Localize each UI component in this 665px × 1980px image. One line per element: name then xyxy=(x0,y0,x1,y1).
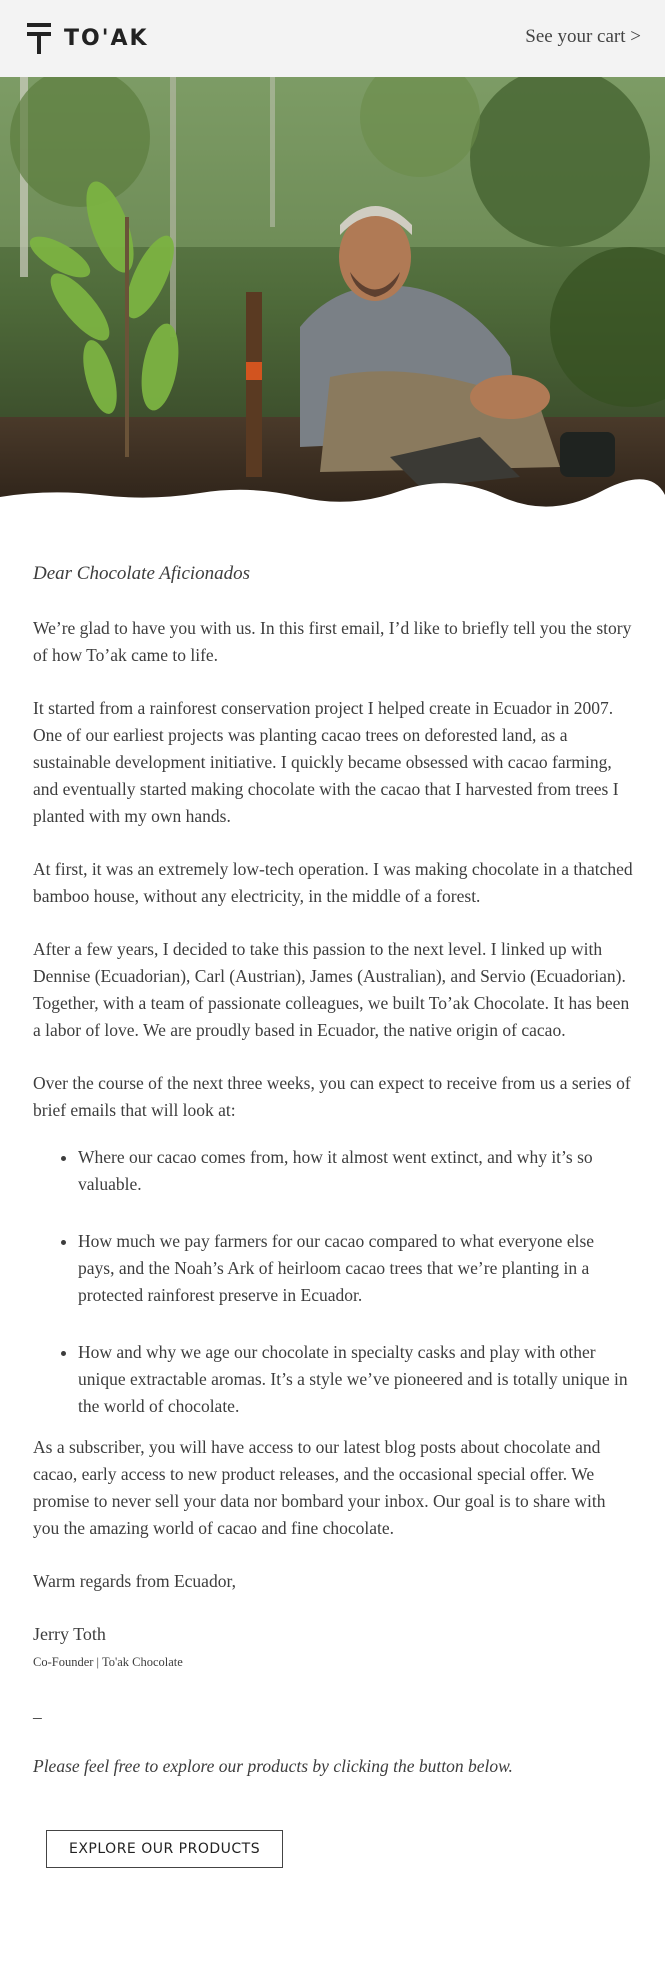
hero-photo xyxy=(0,77,665,520)
paragraph-next-emails: Over the course of the next three weeks, you can expect to receive from us a series of brief emails that will look at: xyxy=(33,1073,631,1120)
list-item: • How much we pay farmers for our cacao compared to what everyone else pays, and the Noah’s Ark of heirloom cacao trees that we’re planting in a protected rainforest preserve in Ecuador. xyxy=(78,1228,633,1309)
explore-note: Please feel free to explore our products by clicking the button below. xyxy=(33,1756,513,1776)
signature-title: Co-Founder | To'ak Chocolate xyxy=(33,1655,183,1669)
see-cart-link[interactable]: See your cart > xyxy=(525,26,641,47)
topics-list xyxy=(33,1144,633,1420)
list-item: • Where our cacao comes from, how it almost went extinct, and why it’s so valuable. xyxy=(78,1144,633,1198)
email-header xyxy=(0,0,665,77)
paragraph-first-steps: At first, it was an extremely low-tech operation. I was making chocolate in a thatched bamboo house, without any electricity, in the middle of a forest. xyxy=(33,859,633,906)
greeting: Dear Chocolate Aficionados xyxy=(33,563,251,584)
hero-image xyxy=(0,77,665,520)
toak-logo-icon xyxy=(26,21,52,55)
paragraph-subscriber: As a subscriber, you will have access to our latest blog posts about chocolate and cacao, early access to new product releases, and the occasional special offer. We promise to never sell your data nor bombard your inbox. Our goal is to share with you the amazing world of cacao and fine chocolate. xyxy=(33,1437,606,1538)
toak-logo[interactable] xyxy=(26,18,149,58)
list-item: • How and why we age our chocolate in specialty casks and play with other unique extractable aromas. It’s a style we’ve pioneered and is totally unique in the world of chocolate. xyxy=(78,1339,633,1420)
paragraph-intro: We’re glad to have you with us. In this first email, I’d like to briefly tell you the story of how To’ak came to life. xyxy=(33,618,632,665)
closing: Warm regards from Ecuador, xyxy=(33,1571,236,1591)
separator: – xyxy=(33,1707,42,1727)
paragraph-origin: It started from a rainforest conservation project I helped create in Ecuador in 2007. One of our earliest projects was planting cacao trees on deforested land, as a sustainable development initiative. I quickly became obsessed with cacao farming, and eventually started making chocolate with the cacao that I harvested from trees I planted with my own hands. xyxy=(33,698,619,826)
paragraph-team: After a few years, I decided to take this passion to the next level. I linked up with Dennise (Ecuadorian), Carl (Austrian), James (Australian), and Servio (Ecuadorian). Together, with a team of passionate colleagues, we built To’ak Chocolate. It has been a labor of love. We are proudly based in Ecuador, the native origin of cacao. xyxy=(33,939,630,1040)
email-body xyxy=(33,560,633,1868)
brand-name: TO'AK xyxy=(64,25,149,51)
signature-name: Jerry Toth xyxy=(33,1624,106,1644)
explore-products-button[interactable]: EXPLORE OUR PRODUCTS xyxy=(46,1830,283,1868)
